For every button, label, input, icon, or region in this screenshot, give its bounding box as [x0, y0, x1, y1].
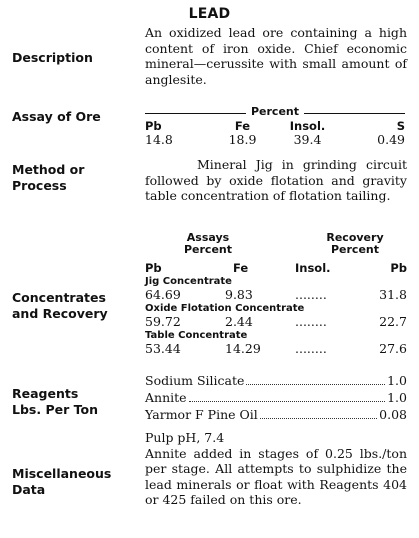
- assay-table: [145, 106, 405, 147]
- concentrate-values: [145, 341, 407, 356]
- concentrates-table: [145, 232, 407, 356]
- misc-body: Annite added in stages of 0.25 lbs./ton per stage. All attempts to sulphidize the lead minerals or float with Reagents 404 or 425 failed on this ore.: [145, 445, 407, 507]
- method-label-line2: Process: [12, 178, 67, 193]
- reagents-label-line2: Lbs. Per Ton: [12, 402, 98, 417]
- concentrate-name: Table Concentrate: [145, 330, 248, 341]
- concentrates-label: [12, 290, 132, 322]
- method-text: [145, 157, 407, 204]
- dot-leader: [246, 384, 385, 385]
- concentrate-pb: 59.72: [145, 314, 181, 329]
- concentrate-pb: 64.69: [145, 287, 181, 302]
- percent-header: [145, 106, 405, 120]
- description-text: An oxidized lead ore containing a high content of iron oxide. Chief economic mineral—cerussite with small amount of anglesite.: [145, 25, 407, 87]
- misc-label-line2: Data: [12, 482, 46, 497]
- method-body: Mineral Jig in grinding circuit followed by oxide flotation and gravity table concentration of flotation tailing.: [145, 157, 407, 203]
- recovery-header-line2: Percent: [330, 243, 380, 256]
- reagent-item: [145, 406, 407, 423]
- concentrate-insol: ........: [295, 314, 327, 329]
- assay-value-row: [145, 133, 405, 147]
- concentrates-column-headers: [145, 262, 407, 275]
- misc-label-line1: Miscellaneous: [12, 466, 112, 481]
- assay-label: Assay of Ore: [12, 109, 101, 124]
- assays-header-line2: Percent: [183, 243, 233, 256]
- concentrate-fe: 9.83: [225, 287, 253, 302]
- concentrate-insol: ........: [295, 287, 327, 302]
- assay-value-fe: 18.9: [228, 132, 257, 147]
- reagent-name: Sodium Silicate: [145, 373, 245, 388]
- misc-label: [12, 466, 132, 498]
- reagent-name: Annite: [145, 390, 187, 405]
- recovery-header-line1: Recovery: [326, 231, 384, 244]
- col-header-insol: Insol.: [295, 261, 331, 275]
- misc-text: [145, 430, 407, 508]
- concentrate-name: Jig Concentrate: [145, 276, 232, 287]
- assay-value-s: 0.49: [377, 132, 405, 147]
- concentrate-fe: 2.44: [225, 314, 253, 329]
- concentrate-fe: 14.29: [225, 341, 261, 356]
- reagent-amount: 1.0: [387, 390, 407, 405]
- reagent-item: [145, 389, 407, 406]
- assay-header-fe: Fe: [234, 119, 251, 133]
- concentrate-values: [145, 314, 407, 329]
- concentrate-row-table: [145, 330, 407, 356]
- concentrate-recovery: 22.7: [379, 314, 407, 329]
- assay-value-insol: 39.4: [293, 132, 322, 147]
- reagents-label-line1: Reagents: [12, 386, 79, 401]
- concentrate-recovery: 31.8: [379, 287, 407, 302]
- col-header-pb-recovery: Pb: [390, 261, 407, 275]
- assays-percent-header: [173, 232, 243, 256]
- dot-leader: [260, 418, 377, 419]
- col-header-pb: Pb: [145, 261, 162, 275]
- assay-header-pb: Pb: [145, 119, 162, 133]
- percent-label: Percent: [246, 105, 304, 118]
- concentrates-label-line2: and Recovery: [12, 306, 108, 321]
- reagent-item: [145, 372, 407, 389]
- dot-leader: [189, 401, 386, 402]
- concentrate-name: Oxide Flotation Concentrate: [145, 303, 305, 314]
- reagents-label: [12, 386, 132, 418]
- method-label: [12, 162, 132, 194]
- method-label-line1: Method or: [12, 162, 85, 177]
- assay-header-insol: Insol.: [289, 119, 326, 133]
- col-header-fe: Fe: [233, 261, 249, 275]
- reagent-name: Yarmor F Pine Oil: [145, 407, 258, 422]
- reagent-amount: 0.08: [379, 407, 407, 422]
- assays-header-line1: Assays: [186, 231, 230, 244]
- recovery-percent-header: [305, 232, 405, 256]
- concentrate-row-oxide-flotation: [145, 303, 407, 329]
- reagents-list: [145, 372, 407, 423]
- reagent-amount: 1.0: [387, 373, 407, 388]
- assay-header-row: [145, 120, 405, 133]
- concentrate-pb: 53.44: [145, 341, 181, 356]
- assay-header-s: S: [396, 119, 405, 133]
- description-label: Description: [12, 50, 93, 65]
- assay-value-pb: 14.8: [145, 132, 173, 147]
- concentrates-header: [145, 232, 407, 262]
- concentrate-insol: ........: [295, 341, 327, 356]
- concentrates-label-line1: Concentrates: [12, 290, 106, 305]
- page-title: LEAD: [188, 6, 231, 22]
- misc-ph: Pulp pH, 7.4: [145, 430, 225, 445]
- concentrate-row-jig: [145, 276, 407, 302]
- concentrate-values: [145, 287, 407, 302]
- concentrate-recovery: 27.6: [379, 341, 407, 356]
